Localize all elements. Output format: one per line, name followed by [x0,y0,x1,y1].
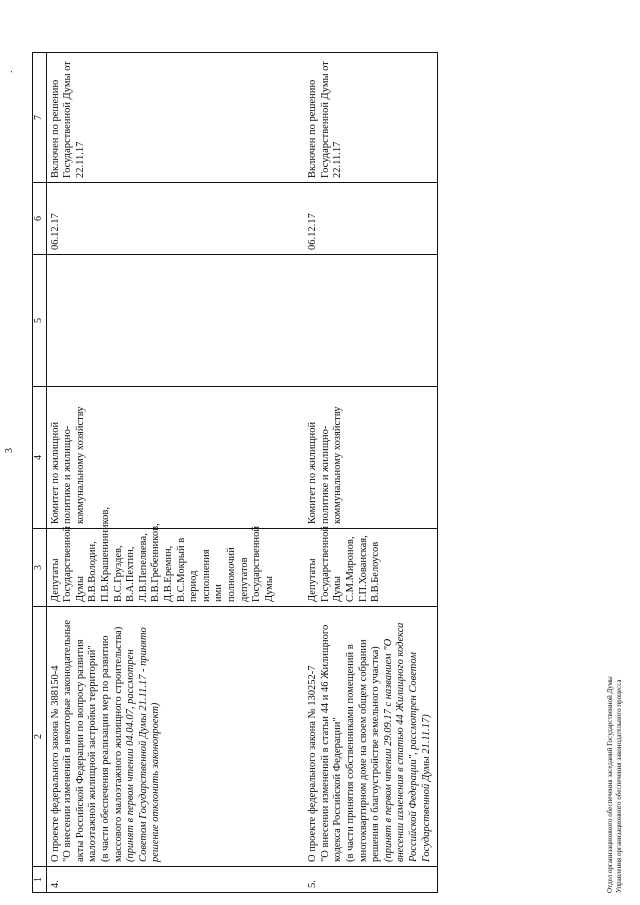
review-date: 06.12.17 [304,183,437,255]
inclusion-status: Включен по решению Государственной Думы от 22.11.17 [304,53,437,183]
responsible-committee: Комитет по жилищной политике и жилищно-коммунальному хозяйству [46,387,280,529]
col5-cell [46,255,280,387]
responsible-committee: Комитет по жилищной политике и жилищно-коммунальному хозяйству [304,387,437,529]
agenda-table [32,52,438,893]
corner-mark: . [4,70,15,73]
bill-description [304,607,437,867]
table-row [304,53,437,893]
footer-note [606,676,624,893]
header-col-5: 5 [33,255,47,387]
header-col-3: 3 [33,529,47,607]
inclusion-status: Включен по решению Государственной Думы от 22.11.17 [46,53,280,183]
footer-line-2: Управления организационного обеспечения законодательного процесса [615,679,623,893]
header-col-7: 7 [33,53,47,183]
col5-cell [304,255,437,387]
table-row [46,53,280,893]
row-spacer [280,53,304,893]
header-col-1: 1 [33,867,47,893]
header-col-2: 2 [33,607,47,867]
row-number: 5. [304,867,437,893]
row-number: 4. [46,867,280,893]
review-date: 06.12.17 [46,183,280,255]
header-col-6: 6 [33,183,47,255]
bill-note: (принят в первом чтении 04.04.07, рассмотрен Советом Государственной Думы 21.11.17 - принято решение отклонить законопроект) [125,627,162,862]
footer-line-1: Отдел организационного обеспечения заседаний Государственной Думы [606,676,614,893]
bill-title: О проекте федерального закона № 388150-4 "О внесении изменений в некоторые законодательные акты Российской Федерации по вопросу развития малоэтажной жилищной застройки территорий" (в части обеспечения реализации мер по развитию массового малоэтажного жилищного строительства) [49,620,124,862]
bill-authors: Депутаты Государственной Думы В.В.Володин, П.В.Крашенинников, В.С.Груздев, В.А.Пехтин, Л.В.Пепеляева, В.В.Гребенников, Д.В.Еремин, В.С.Мокрый в период исполнения ими полномочий депутатов Государственной Думы [46,529,280,607]
bill-description [46,607,280,867]
header-row [33,53,47,893]
bill-title: О проекте федерального закона № 130252-7 "О внесении изменений в статьи 44 и 46 Жилищного кодекса Российской Федерации" (в части принятия собственниками помещений в многоквартирном доме на своем общем собрании решения о благоустройстве земельного участка) [307,624,382,862]
bill-authors: Депутаты Государственной Думы С.М.Миронов, Г.П.Хованская, В.В.Белоусов [304,529,437,607]
header-col-4: 4 [33,387,47,529]
bill-note: (принят в первом чтении 29.09.17 с названием "О внесении изменения в статью 44 Жилищного кодекса Российской Федерации", рассмотрен Советом Государственной Думы 21.11.17) [382,622,432,862]
page-number: 3 [4,448,15,453]
